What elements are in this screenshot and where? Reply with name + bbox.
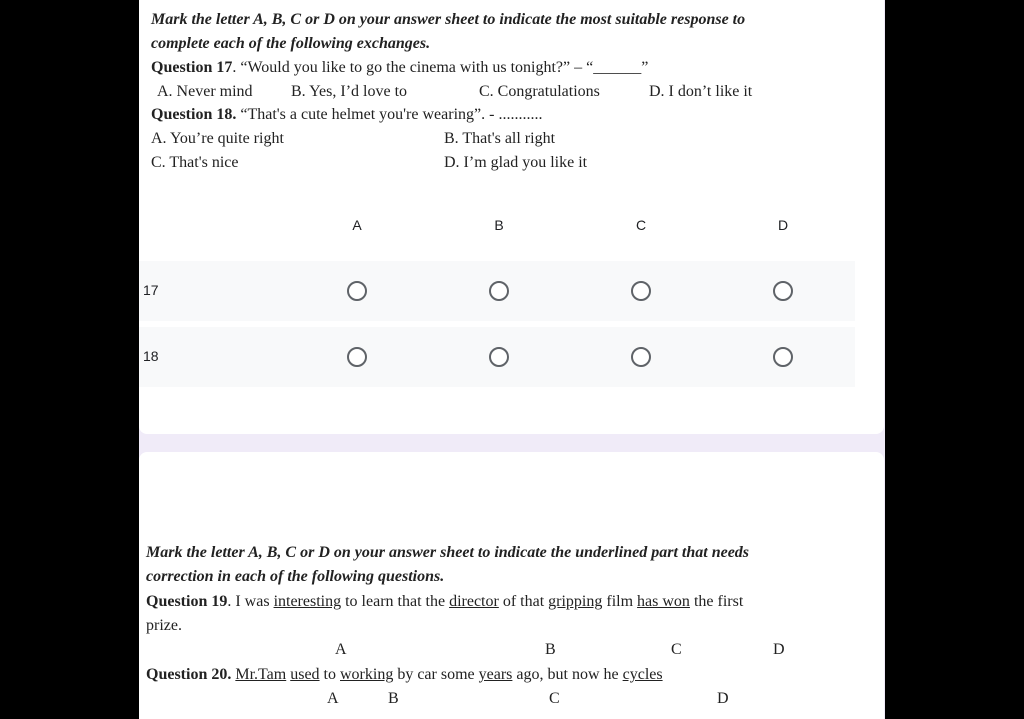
- question-card-19-20: [139, 452, 884, 719]
- q20-underlined-b: working: [340, 666, 394, 683]
- question-20: [146, 663, 663, 687]
- question-18-label: Question 18.: [151, 106, 237, 123]
- q20-letter-c: C: [549, 690, 560, 707]
- grid-row-18: [139, 327, 855, 387]
- grid-col-c: C: [635, 217, 647, 233]
- q19-text: to learn that the: [341, 593, 450, 610]
- q18-option-b: B. That's all right: [444, 130, 556, 147]
- q17-option-a: A. Never mind: [157, 83, 253, 100]
- q19-text: film: [602, 593, 638, 610]
- section1-instruction-line2: complete each of the following exchanges.: [151, 35, 431, 52]
- section1-instruction-line1: Mark the letter A, B, C or D on your answer sheet to indicate the most suitable response to: [151, 11, 746, 28]
- q17-option-b: B. Yes, I’d love to: [291, 83, 408, 100]
- section2-instruction-line1: Mark the letter A, B, C or D on your answer sheet to indicate the underlined part that needs: [146, 544, 750, 561]
- radio-18-b[interactable]: [489, 347, 509, 367]
- radio-17-b[interactable]: [489, 281, 509, 301]
- radio-17-d[interactable]: [773, 281, 793, 301]
- q19-underlined-d: has won: [637, 593, 690, 610]
- question-18-options: [139, 127, 884, 175]
- q19-underlined-c: gripping: [548, 593, 603, 610]
- q20-underlined: Mr.Tam: [235, 666, 287, 683]
- question-17: [151, 56, 648, 80]
- q17-option-c: C. Congratulations: [479, 83, 600, 100]
- question-19: [146, 590, 743, 614]
- question-17-options: [139, 80, 884, 104]
- grid-col-d: D: [777, 217, 789, 233]
- radio-18-a[interactable]: [347, 347, 367, 367]
- question-18: [151, 103, 542, 127]
- q19-letter-a: A: [335, 641, 347, 658]
- grid-row-label: 17: [143, 282, 159, 298]
- q20-text: by car some: [393, 666, 479, 683]
- grid-row-label: 18: [143, 348, 159, 364]
- q20-text: to: [319, 666, 340, 683]
- grid-col-a: A: [352, 217, 362, 233]
- q20-text: ago, but now he: [512, 666, 623, 683]
- q20-underlined-d: cycles: [622, 666, 663, 683]
- q19-letter-b: B: [545, 641, 556, 658]
- q18-option-c: C. That's nice: [151, 154, 239, 171]
- question-20-label: Question 20.: [146, 666, 232, 683]
- question-19-label: Question 19: [146, 593, 228, 610]
- q19-underlined-a: interesting: [273, 593, 342, 610]
- radio-18-c[interactable]: [631, 347, 651, 367]
- q20-letter-d: D: [717, 690, 729, 707]
- form-background: [139, 0, 885, 719]
- q20-underlined-c: years: [478, 666, 513, 683]
- section2-instruction-line2: correction in each of the following questions.: [146, 568, 445, 585]
- q20-underlined-a: used: [290, 666, 320, 683]
- q19-text: the first: [689, 593, 744, 610]
- q19-text: of that: [498, 593, 549, 610]
- q19-underlined-b: director: [449, 593, 499, 610]
- grid-col-b: B: [494, 217, 504, 233]
- q20-letter-b: B: [388, 690, 399, 707]
- radio-17-a[interactable]: [347, 281, 367, 301]
- question-18-text: “That's a cute helmet you're wearing”. - ...........: [236, 106, 543, 123]
- q19-letter-c: C: [671, 641, 682, 658]
- q17-option-d: D. I don’t like it: [649, 83, 753, 100]
- q20-letters: [139, 687, 884, 711]
- q19-text: . I was: [227, 593, 274, 610]
- q19-letters: [139, 638, 884, 662]
- q20-letter-a: A: [327, 690, 339, 707]
- question-17-label: Question 17: [151, 59, 233, 76]
- grid-column-headers: [139, 217, 855, 241]
- q19-letter-d: D: [773, 641, 785, 658]
- question-17-text: . “Would you like to go the cinema with us tonight?” – “______”: [232, 59, 649, 76]
- q18-option-a: A. You’re quite right: [151, 130, 284, 147]
- q18-option-d: D. I’m glad you like it: [444, 154, 588, 171]
- radio-17-c[interactable]: [631, 281, 651, 301]
- grid-row-17: [139, 261, 855, 321]
- radio-18-d[interactable]: [773, 347, 793, 367]
- question-card-17-18: [139, 0, 884, 434]
- q19-line2: prize.: [146, 617, 182, 634]
